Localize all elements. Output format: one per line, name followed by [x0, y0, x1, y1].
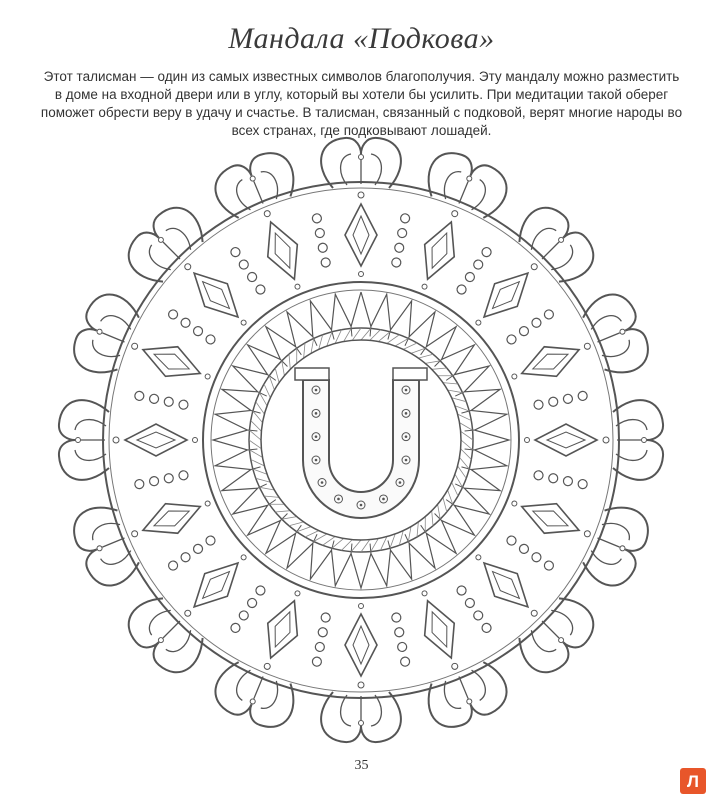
bead	[320, 257, 331, 268]
bead	[400, 656, 411, 667]
bead-chain	[455, 584, 492, 634]
ring-dot	[530, 263, 538, 271]
bead-chain	[312, 612, 331, 667]
bead	[149, 394, 160, 405]
bead	[238, 609, 250, 621]
bead	[472, 609, 484, 621]
nail-dot	[405, 459, 408, 462]
lattice-line	[432, 511, 433, 526]
bead	[317, 627, 328, 638]
ring-dot	[511, 373, 518, 380]
ring-dot	[421, 590, 428, 597]
bead	[530, 551, 542, 563]
page-number: 35	[354, 758, 369, 773]
bead	[397, 642, 408, 653]
lattice-line	[461, 440, 473, 450]
bead	[543, 559, 555, 571]
ring-dot	[113, 437, 119, 443]
diamond-outer	[413, 595, 466, 665]
ring-dot	[358, 682, 364, 688]
page-title: Мандала «Подкова»	[228, 22, 495, 55]
diamond-outer	[183, 262, 249, 328]
bead	[254, 283, 266, 295]
lattice-line	[448, 390, 463, 393]
bead	[315, 642, 326, 653]
lattice-line	[461, 449, 472, 460]
bead	[518, 543, 530, 555]
bead	[312, 656, 323, 667]
bead	[179, 551, 191, 563]
lattice-line	[289, 354, 290, 369]
diamond-motif	[220, 572, 313, 675]
petal	[321, 692, 401, 742]
bead	[530, 317, 542, 329]
nail-dot	[321, 481, 324, 484]
ring-dot	[358, 192, 364, 198]
bead	[315, 228, 326, 239]
bead-chain	[312, 213, 331, 268]
ring-dot	[525, 438, 530, 443]
ring-dot	[184, 263, 192, 271]
horseshoe-cap-left	[295, 368, 329, 380]
lattice-line	[259, 487, 274, 490]
lattice-line	[275, 511, 290, 512]
ring-dot	[131, 342, 139, 350]
bead	[134, 391, 145, 402]
bead-chain	[391, 612, 410, 667]
diamond-motif	[525, 424, 610, 489]
bead	[563, 394, 574, 405]
ring-dot	[184, 609, 192, 617]
lattice-line	[264, 496, 279, 497]
lattice-line	[352, 328, 361, 340]
brand-logo-letter: Л	[687, 772, 699, 791]
diamond-outer	[473, 262, 539, 328]
ring-dot	[475, 319, 482, 326]
bead	[505, 333, 517, 345]
diamond-outer	[256, 595, 309, 665]
bead	[192, 543, 204, 555]
diamond-outer	[183, 552, 249, 618]
ring-dot	[294, 590, 301, 597]
mandala-illustration	[41, 130, 681, 750]
bead-chain	[229, 584, 266, 634]
intro-paragraph: Этот талисман — один из самых известных символов благополучия. Эту мандалу можно разместить в доме на входной двери или в углу, который вы хотели бы усилить. При медитации такой оберег поможет обрести веру в удачу и счастье. В талисман, связанный с подковой, верят многие народы во всех странах, где подковывают лошадей.	[40, 69, 683, 138]
petal	[613, 400, 663, 480]
bead	[163, 396, 174, 407]
bead-chain	[505, 534, 555, 571]
bead	[254, 584, 266, 596]
bead-chain	[455, 246, 492, 296]
nail-dot	[337, 498, 340, 501]
diamond-motif	[409, 205, 502, 308]
lattice-line	[275, 368, 279, 383]
lattice-line	[249, 440, 261, 449]
bead	[533, 470, 544, 481]
bead	[229, 246, 241, 258]
bead-chain	[505, 308, 555, 345]
bead	[577, 479, 588, 490]
lattice-line	[443, 383, 458, 384]
bead	[204, 333, 216, 345]
bead	[464, 597, 476, 609]
bead-chain	[167, 534, 217, 571]
bead	[400, 213, 411, 224]
diamond-outer	[473, 552, 539, 618]
bead	[391, 612, 402, 623]
diamond-outer	[256, 216, 309, 286]
bead-chain	[533, 470, 588, 489]
bead	[533, 399, 544, 410]
diamond-outer	[137, 492, 207, 545]
ring-dot	[131, 530, 139, 538]
bead	[397, 228, 408, 239]
ring-dot	[583, 342, 591, 350]
bead-chain	[167, 308, 217, 345]
nail-dot	[405, 412, 408, 415]
bead	[246, 271, 258, 283]
ring-dot	[204, 500, 211, 507]
lattice-line	[432, 368, 447, 369]
bead	[320, 612, 331, 623]
bead	[391, 257, 402, 268]
lattice-line	[371, 538, 379, 551]
diamond-outer	[413, 216, 466, 286]
nail-dot	[315, 435, 318, 438]
diamond-outer	[125, 424, 187, 456]
ring-dot	[475, 554, 482, 561]
bead	[178, 399, 189, 410]
lattice-line	[408, 527, 411, 542]
lattice-line	[311, 338, 314, 353]
bead	[204, 534, 216, 546]
ring-dot	[451, 662, 459, 670]
bead	[455, 283, 467, 295]
bead	[394, 627, 405, 638]
lattice-line	[342, 540, 353, 551]
bead	[317, 242, 328, 253]
bead	[167, 308, 179, 320]
ring-dot	[359, 604, 364, 609]
bead	[472, 258, 484, 270]
nail-dot	[382, 498, 385, 501]
ring-dot	[421, 283, 428, 290]
diamond-outer	[516, 335, 586, 388]
bead	[312, 213, 323, 224]
bead	[163, 473, 174, 484]
bead	[480, 622, 492, 634]
ring-dot	[294, 283, 301, 290]
diamond-outer	[535, 424, 597, 456]
lattice-line	[351, 540, 361, 552]
lattice-line	[251, 421, 262, 432]
ring-dot	[583, 530, 591, 538]
lattice-line	[417, 522, 418, 537]
lattice-line	[459, 423, 472, 431]
bead	[548, 473, 559, 484]
petal	[59, 400, 109, 480]
bead	[229, 622, 241, 634]
bead	[167, 559, 179, 571]
bead	[548, 396, 559, 407]
lattice-line	[461, 431, 473, 440]
nail-dot	[360, 504, 363, 507]
ring-dot	[263, 210, 271, 218]
bead	[518, 325, 530, 337]
bead	[192, 325, 204, 337]
nail-dot	[399, 481, 402, 484]
bead	[505, 534, 517, 546]
ring-dot	[603, 437, 609, 443]
horseshoe-cap-right	[393, 368, 427, 380]
diamond-motif	[493, 488, 596, 581]
lattice-line	[361, 328, 371, 340]
brand-logo	[680, 768, 706, 794]
diamond-motif	[312, 604, 377, 689]
bead	[577, 391, 588, 402]
bead	[179, 317, 191, 329]
diamond-motif	[113, 391, 198, 456]
ring-dot	[511, 500, 518, 507]
bead-chain	[391, 213, 410, 268]
bead	[464, 271, 476, 283]
lattice-line	[443, 497, 447, 512]
bead	[394, 242, 405, 253]
ring-dot	[204, 373, 211, 380]
lattice-line	[249, 430, 261, 440]
bead	[455, 584, 467, 596]
diamond-motif	[345, 192, 410, 277]
bead-chain	[229, 246, 266, 296]
ring-dot	[359, 272, 364, 277]
nail-dot	[405, 435, 408, 438]
ring-dot	[240, 554, 247, 561]
lattice-line	[370, 330, 381, 341]
diamond-outer	[345, 204, 377, 266]
bead	[246, 597, 258, 609]
ring-dot	[193, 438, 198, 443]
bead	[543, 308, 555, 320]
lattice-line	[304, 343, 305, 358]
bead-chain	[134, 470, 189, 489]
bead	[480, 246, 492, 258]
lattice-line	[418, 354, 433, 358]
bead-chain	[134, 391, 189, 410]
petal	[321, 138, 401, 188]
bead-chain	[533, 391, 588, 410]
lattice-line	[361, 540, 370, 552]
bead	[134, 479, 145, 490]
ring-dot	[530, 609, 538, 617]
diamond-motif	[126, 299, 229, 392]
lattice-line	[344, 328, 352, 341]
nail-dot	[315, 389, 318, 392]
diamond-outer	[516, 492, 586, 545]
bead	[178, 470, 189, 481]
ring-dot	[263, 662, 271, 670]
lattice-line	[289, 522, 304, 526]
bead	[149, 476, 160, 487]
nail-dot	[315, 412, 318, 415]
diamond-outer	[345, 614, 377, 676]
nail-dot	[405, 389, 408, 392]
ring-dot	[240, 319, 247, 326]
nail-dot	[315, 459, 318, 462]
lattice-line	[249, 450, 262, 458]
ring-dot	[451, 210, 459, 218]
bead	[563, 476, 574, 487]
bead	[238, 258, 250, 270]
diamond-outer	[137, 335, 207, 388]
